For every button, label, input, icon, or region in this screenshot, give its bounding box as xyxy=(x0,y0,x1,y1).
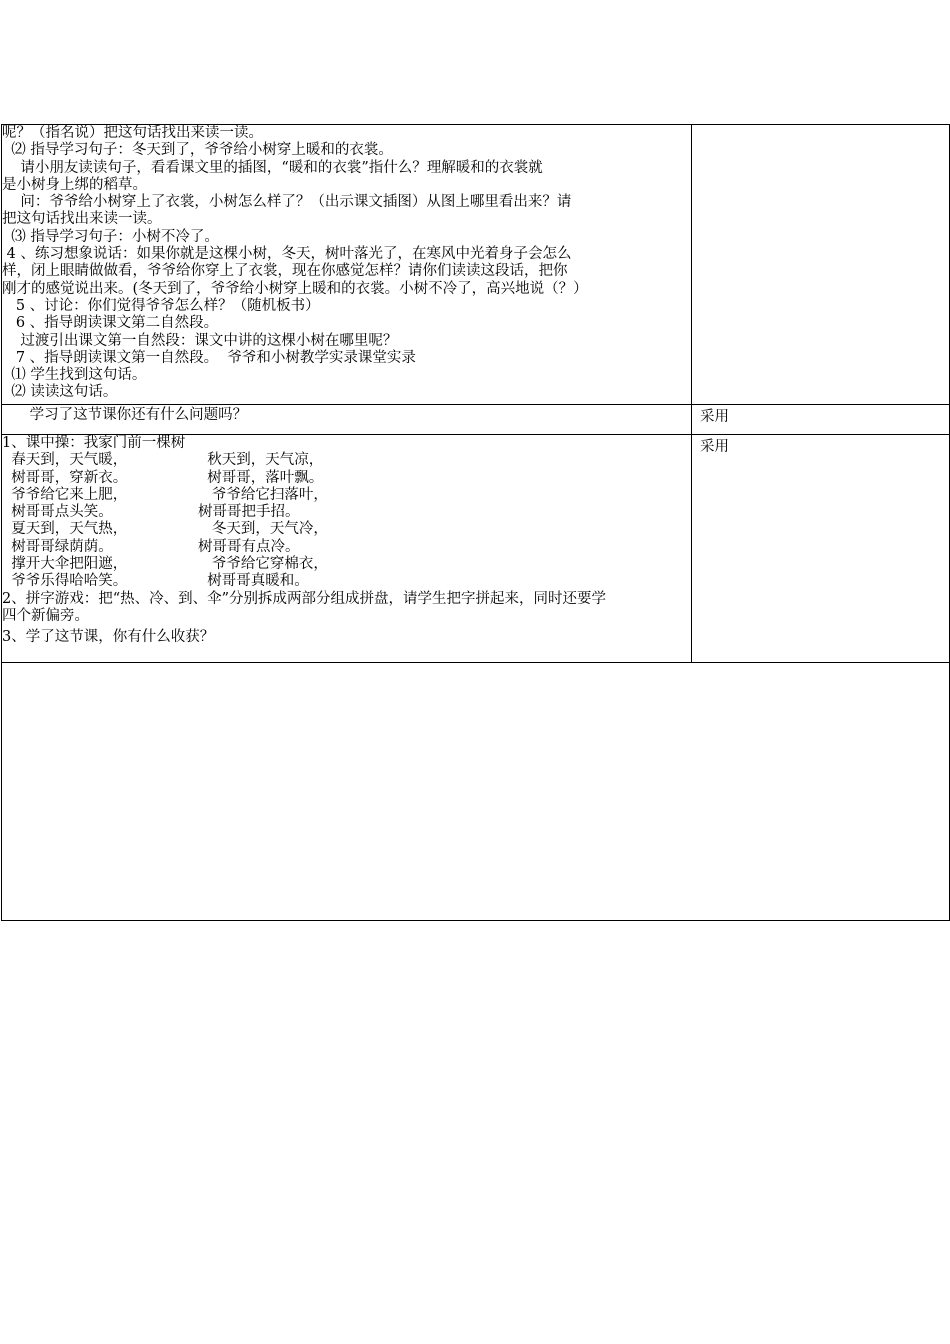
activity-cell xyxy=(2,435,692,663)
text-line: 刚才的感觉说出来。(冬天到了，爷爷给小树穿上暖和的衣裳。小树不冷了，高兴地说（？） xyxy=(2,280,588,297)
poem-line xyxy=(2,539,691,556)
poem-right: 树哥哥把手招。 xyxy=(198,504,300,521)
poem-line xyxy=(2,556,691,573)
poem-right: 树哥哥，落叶飘。 xyxy=(198,469,324,486)
poem-left: 爷爷给它来上肥， xyxy=(2,486,128,503)
poem-right: 爷爷给它扫落叶， xyxy=(198,486,328,503)
teaching-process-cell xyxy=(2,125,692,405)
adopt-label: 采用 xyxy=(700,409,729,425)
table-row xyxy=(2,405,950,435)
poem-line xyxy=(2,521,691,538)
poem-left: 撑开大伞把阳遮， xyxy=(2,556,128,573)
poem-right: 秋天到，天气凉， xyxy=(198,452,324,469)
text-line: 3、学了这节课，你有什么收获？ xyxy=(2,629,215,646)
poem-left: 树哥哥，穿新衣。 xyxy=(2,469,128,486)
text-line: 请小朋友读读句子，看看课文里的插图，“暖和的衣裳”指什么？理解暖和的衣裳就 xyxy=(2,159,543,176)
text-line: 问：爷爷给小树穿上了衣裳，小树怎么样了？（出示课文插图）从图上哪里看出来？请 xyxy=(2,194,572,211)
poem-line xyxy=(2,504,691,521)
notes-cell xyxy=(692,125,950,405)
text-line: 6 、指导朗读课文第二自然段。 xyxy=(2,315,219,332)
poem-right: 爷爷给它穿棉衣， xyxy=(198,556,328,573)
adopt-label: 采用 xyxy=(700,439,729,455)
notes-cell xyxy=(692,405,950,435)
text-line: ⑶ 指导学习句子：小树不冷了。 xyxy=(2,228,219,245)
table-row xyxy=(2,125,950,405)
text-line: 7 、指导朗读课文第一自然段。 爷爷和小树教学实录课堂实录 xyxy=(2,349,416,366)
text-line: 呢？（指名说）把这句话找出来读一读。 xyxy=(2,125,263,141)
notes-cell xyxy=(692,435,950,663)
text-line: 是小树身上绑的稻草。 xyxy=(2,176,147,193)
poem-line xyxy=(2,452,691,469)
activity-heading: 1、课中操：我家门前一棵树 xyxy=(2,435,186,451)
poem-line xyxy=(2,470,691,487)
poem-right: 树哥哥真暖和。 xyxy=(198,573,309,590)
text-line: 把这句话找出来读一读。 xyxy=(2,211,162,228)
poem-right: 树哥哥有点冷。 xyxy=(198,538,300,555)
text-line: 5 、讨论：你们觉得爷爷怎么样？（随机板书） xyxy=(2,297,320,314)
question-cell xyxy=(2,405,692,435)
notes-text xyxy=(692,125,949,127)
poem-line xyxy=(2,573,691,590)
poem-left: 夏天到，天气热， xyxy=(2,521,128,538)
poem-left: 春天到，天气暖， xyxy=(2,452,128,469)
text-line: 4 、练习想象说话：如果你就是这棵小树，冬天，树叶落光了，在寒风中光着身子会怎么 xyxy=(2,246,572,263)
text-line: 四个新偏旁。 xyxy=(2,607,89,624)
empty-cell xyxy=(2,663,950,921)
lesson-plan-table xyxy=(1,124,950,921)
text-line: ⑵ 指导学习句子：冬天到了，爷爷给小树穿上暖和的衣裳。 xyxy=(2,142,393,159)
poem-left: 爷爷乐得哈哈笑。 xyxy=(2,573,128,590)
text-line: ⑵ 读读这句话。 xyxy=(2,384,118,401)
table-row xyxy=(2,435,950,663)
poem-left: 树哥哥绿荫荫。 xyxy=(2,538,113,555)
text-line: ⑴ 学生找到这句话。 xyxy=(2,367,147,384)
text-line: 2、拼字游戏：把“热、冷、到、伞”分别拆成两部分组成拼盘，请学生把字拼起来，同时还要学 xyxy=(2,590,607,607)
question-text: 学习了这节课你还有什么问题吗？ xyxy=(2,407,248,423)
table-row xyxy=(2,663,950,921)
poem-line xyxy=(2,487,691,504)
text-line: 样，闭上眼睛做做看，爷爷给你穿上了衣裳，现在你感觉怎样？请你们读读这段话，把你 xyxy=(2,263,568,280)
poem-right: 冬天到，天气冷， xyxy=(198,521,328,538)
text-line: 过渡引出课文第一自然段：课文中讲的这棵小树在哪里呢？ xyxy=(2,332,398,349)
poem-left: 树哥哥点头笑。 xyxy=(2,504,113,521)
